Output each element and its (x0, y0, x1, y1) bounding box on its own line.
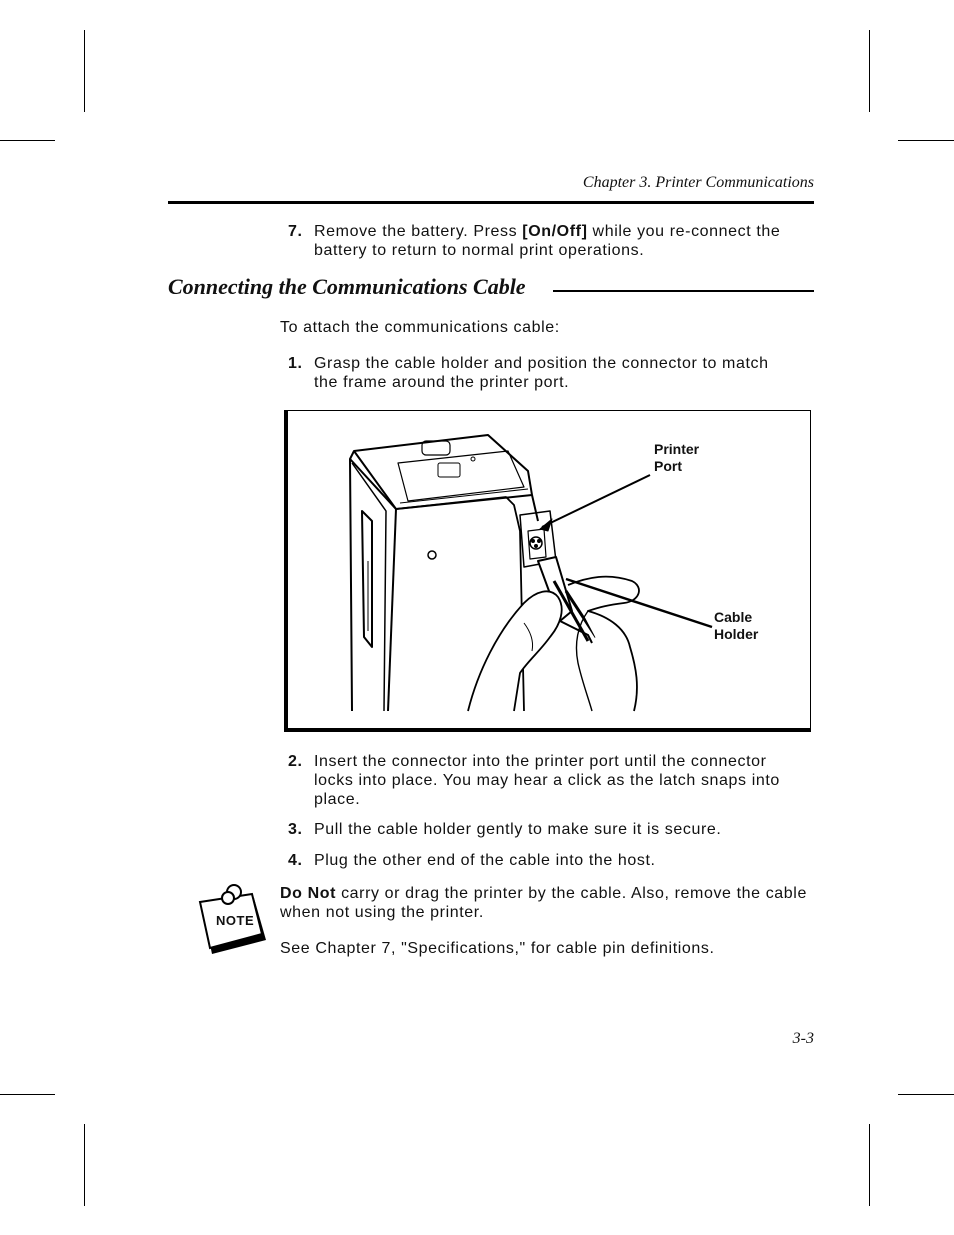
crop-mark (869, 1124, 870, 1206)
step-text: Insert the connector into the printer port until the connector locks into place. You may hear a click as the latch snaps into place. (314, 753, 780, 808)
step-number: 1. (288, 355, 303, 372)
page-number: 3-3 (792, 1030, 814, 1047)
header-rule (168, 201, 814, 204)
step-number: 4. (288, 852, 303, 869)
step-text: Remove the battery. Press [On/Off] while you re-connect the battery to return to normal print operations. (314, 223, 781, 259)
step-text: Pull the cable holder gently to make sure it is secure. (314, 821, 722, 838)
step-number: 2. (288, 753, 303, 770)
crop-mark (869, 30, 870, 112)
intro-text: To attach the communications cable: (280, 319, 560, 336)
printer-illustration (288, 411, 811, 729)
key-label: [On/Off] (522, 223, 588, 240)
crop-mark (0, 140, 55, 141)
crop-mark (898, 1094, 954, 1095)
section-rule (553, 290, 814, 292)
cable-holder-label: Cable Holder (714, 609, 759, 642)
see-also-text: See Chapter 7, "Specifications," for cable pin definitions. (280, 940, 715, 957)
step-text: Grasp the cable holder and position the connector to match the frame around the printer port. (314, 355, 769, 391)
note-icon-label: NOTE (216, 913, 255, 928)
printer-port-label: Printer Port (654, 441, 700, 474)
crop-mark (898, 140, 954, 141)
note-icon (198, 882, 268, 958)
step-text: Plug the other end of the cable into the host. (314, 852, 656, 869)
crop-mark (0, 1094, 55, 1095)
note-text: Do Not carry or drag the printer by the cable. Also, remove the cable when not using the printer. (280, 885, 807, 921)
section-title: Connecting the Communications Cable (168, 274, 526, 299)
crop-mark (84, 30, 85, 112)
step-number: 3. (288, 821, 303, 838)
crop-mark (84, 1124, 85, 1206)
running-head: Chapter 3. Printer Communications (582, 174, 814, 191)
figure-frame (284, 410, 811, 732)
step-number: 7. (288, 223, 303, 240)
